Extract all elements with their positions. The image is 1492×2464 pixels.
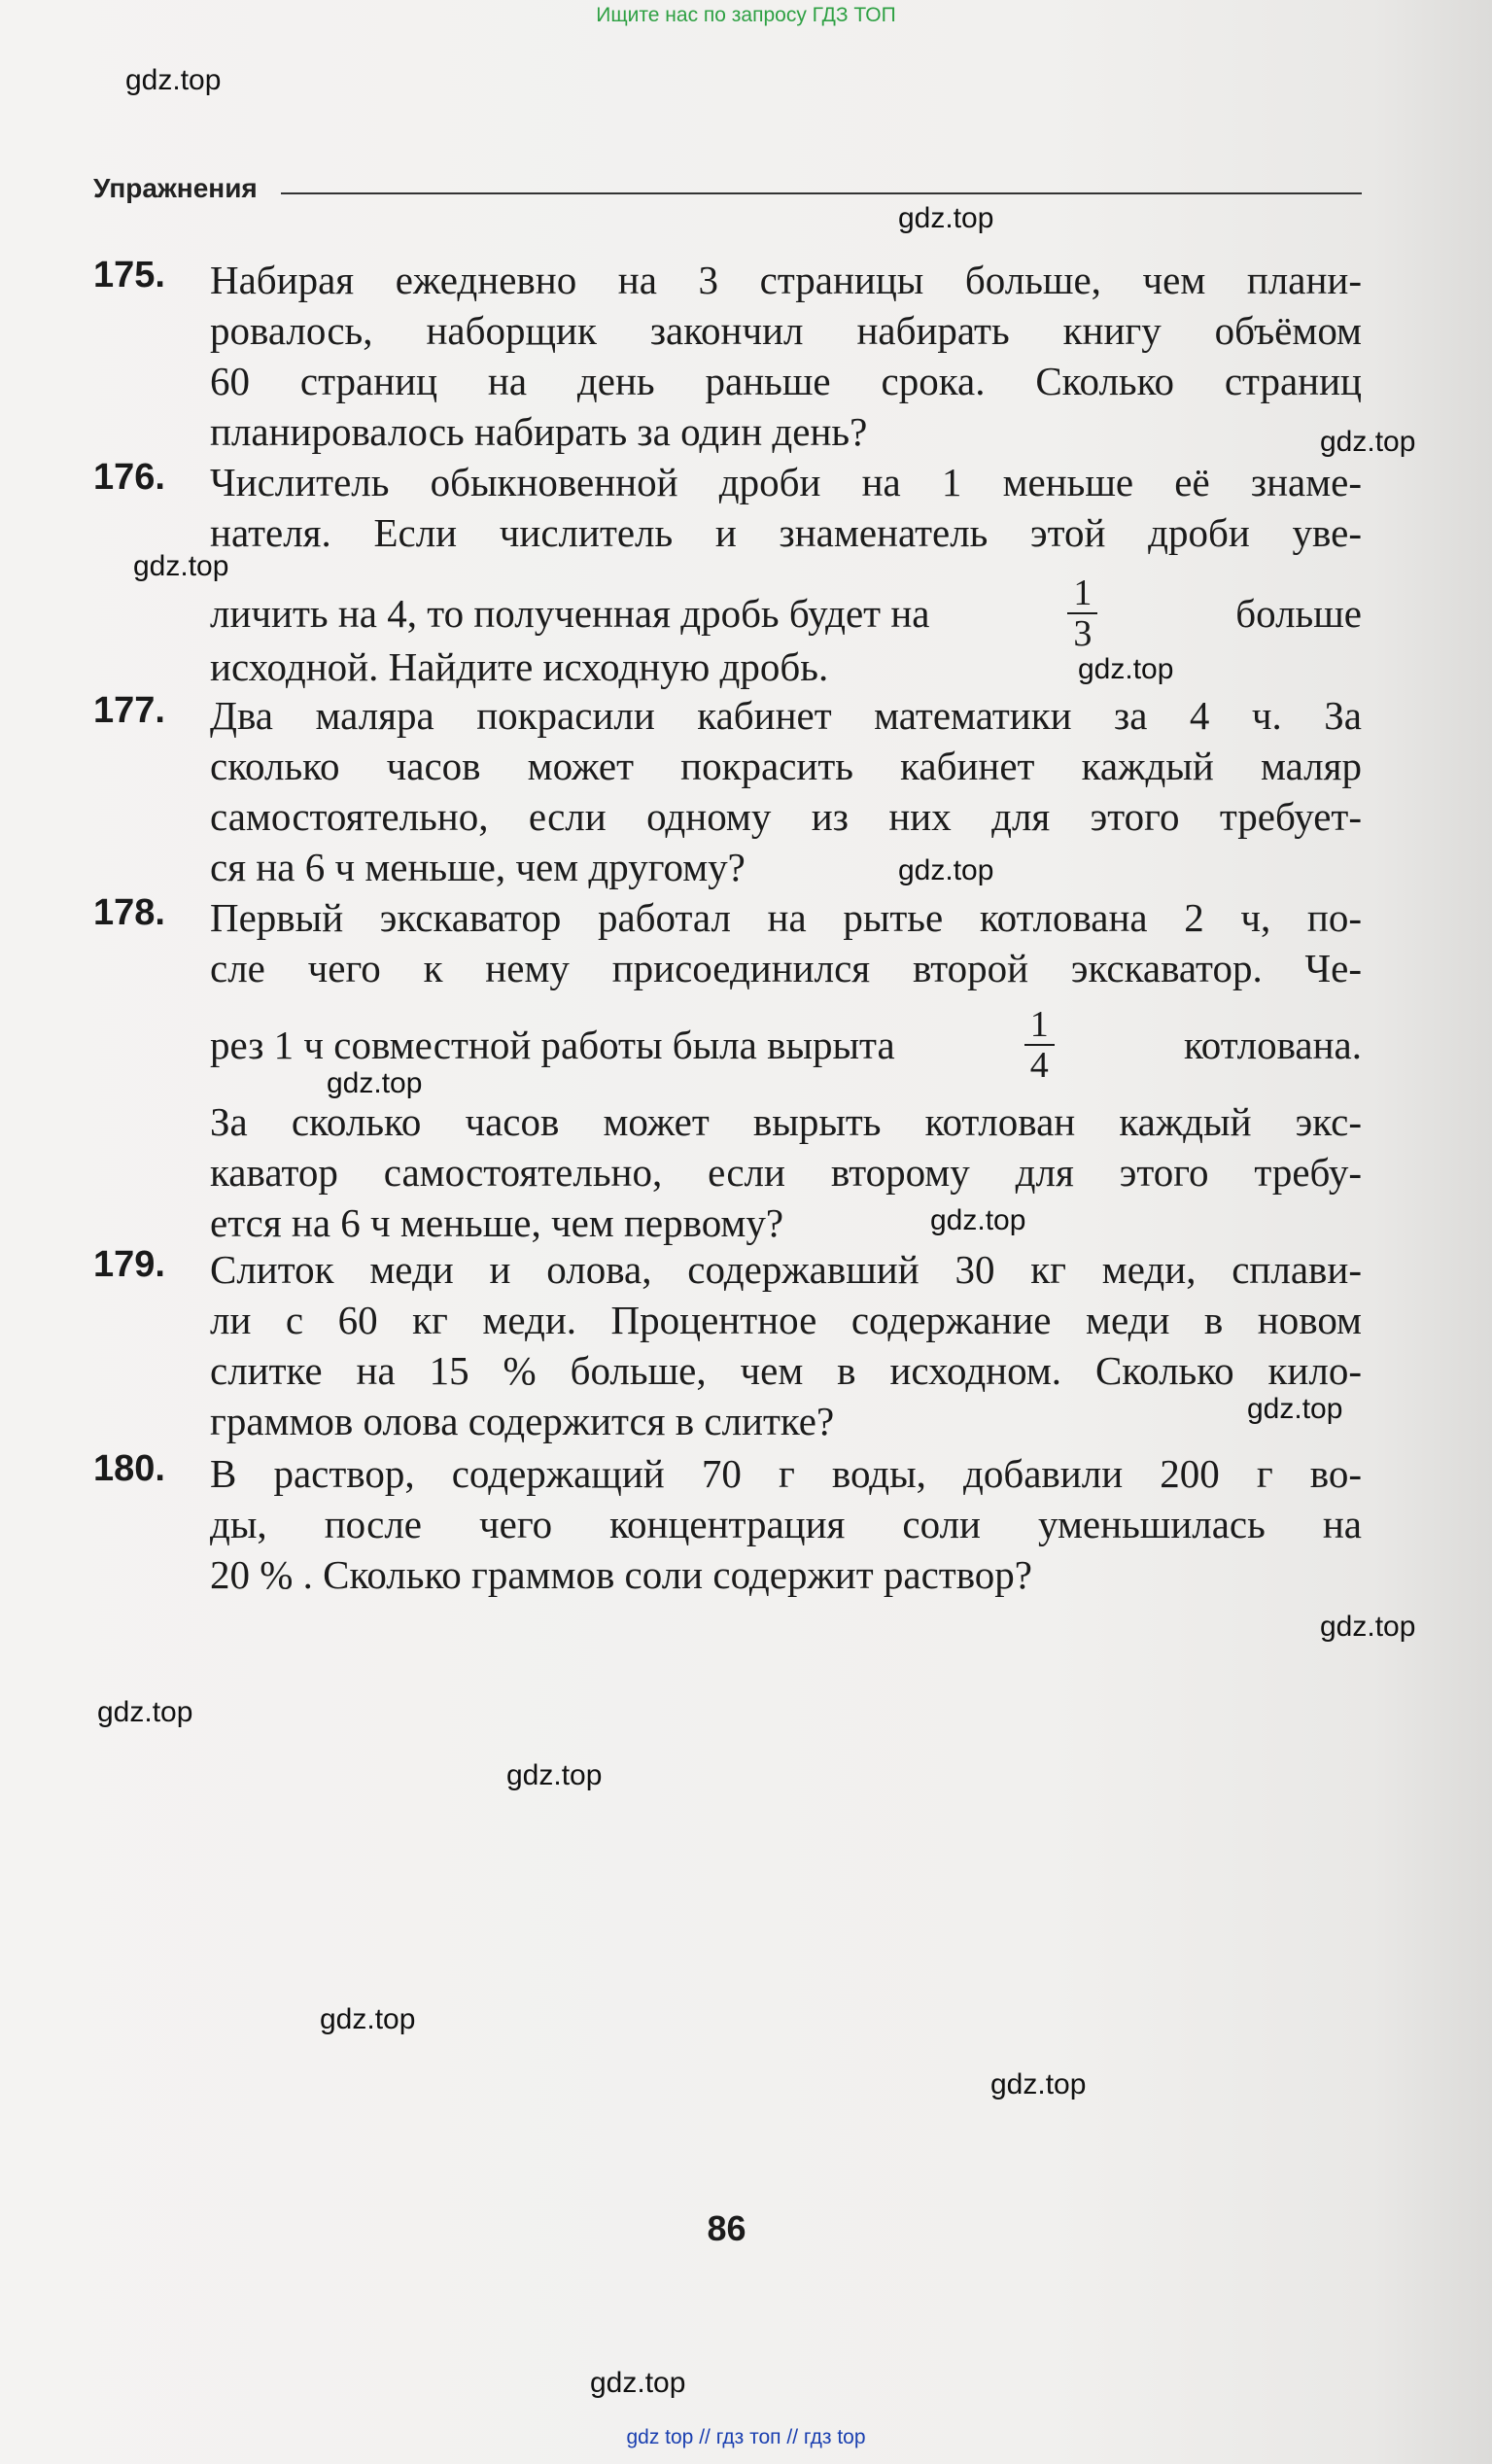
exercise-text-line: 60 страниц на день раньше срока. Сколько страниц (210, 359, 1362, 403)
exercise-text-line: ды, после чего концентрация соли уменьшилась на (210, 1502, 1362, 1546)
exercise-text-line: 20 % . Сколько граммов соли содержит раствор? (210, 1552, 1032, 1597)
watermark: gdz.top (133, 550, 229, 582)
bottom-banner-links[interactable]: gdz top // гдз топ // гдз top (626, 2426, 866, 2448)
exercise-text: личить на 4, то полученная дробь будет на (210, 591, 930, 636)
exercise-text-line: В раствор, содержащий 70 г воды, добавили 200 г во- (210, 1451, 1362, 1496)
section-title: Упражнения (93, 173, 258, 203)
exercise-text-line: нателя. Если числитель и знаменатель этой дроби уве- (210, 510, 1362, 555)
watermark: gdz.top (590, 2367, 686, 2399)
section-header (93, 169, 1362, 208)
exercise-text-line: Слиток меди и олова, содержавший 30 кг меди, сплави- (210, 1247, 1362, 1292)
exercise-number: 175. (93, 255, 165, 295)
exercise-text-line: За сколько часов может вырыть котлован каждый экс- (210, 1099, 1362, 1144)
exercise-text-line: слитке на 15 % больше, чем в исходном. Сколько кило- (210, 1348, 1362, 1393)
exercise-text-line: Числитель обыкновенной дроби на 1 меньше её знаме- (210, 460, 1362, 504)
exercise-text: котлована. (1183, 1023, 1362, 1067)
exercise-text-line: сколько часов может покрасить кабинет каждый маляр (210, 744, 1362, 788)
exercise-number: 177. (93, 690, 165, 731)
watermark: gdz.top (125, 64, 222, 96)
watermark: gdz.top (320, 2003, 416, 2035)
page-number: 86 (707, 2208, 746, 2248)
watermark: gdz.top (1320, 426, 1416, 458)
top-banner-link[interactable]: Ищите нас по запросу ГДЗ ТОП (596, 4, 896, 26)
watermark: gdz.top (898, 202, 994, 234)
fraction-denominator: 3 (1073, 613, 1093, 654)
exercise-text-line: граммов олова содержится в слитке? (210, 1399, 835, 1443)
exercise-text-line: каватор самостоятельно, если второму для этого требу- (210, 1150, 1362, 1195)
exercise-text-line: сле чего к нему присоединился второй экскаватор. Че- (210, 946, 1362, 990)
watermark: gdz.top (1247, 1393, 1343, 1425)
exercise-text-line: исходной. Найдите исходную дробь. (210, 644, 829, 689)
exercise-number: 178. (93, 892, 165, 933)
exercise-text-line: Первый экскаватор работал на рытье котлована 2 ч, по- (210, 895, 1362, 940)
fraction (1024, 1005, 1055, 1085)
exercise-text-line: ся на 6 ч меньше, чем другому? (210, 845, 746, 889)
watermark: gdz.top (97, 1696, 193, 1728)
watermark: gdz.top (506, 1759, 603, 1791)
exercise-text: рез 1 ч совместной работы была вырыта (210, 1023, 895, 1067)
fraction-numerator: 1 (1024, 1005, 1055, 1046)
exercise-text: больше (1235, 591, 1362, 636)
watermark: gdz.top (1078, 653, 1174, 685)
exercise-line-with-fraction (210, 1003, 1362, 1087)
watermark: gdz.top (898, 854, 994, 886)
watermark: gdz.top (327, 1067, 423, 1099)
exercise-text-line: ли с 60 кг меди. Процентное содержание меди в новом (210, 1298, 1362, 1342)
exercise-text-line: самостоятельно, если одному из них для этого требует- (210, 794, 1362, 839)
exercise-text-line: Набирая ежедневно на 3 страницы больше, чем плани- (210, 258, 1362, 302)
watermark: gdz.top (1320, 1611, 1416, 1643)
watermark: gdz.top (930, 1204, 1026, 1236)
exercise-number: 180. (93, 1448, 165, 1489)
exercise-number: 176. (93, 457, 165, 498)
fraction-denominator: 4 (1029, 1045, 1049, 1086)
exercise-text-line: Два маляра покрасили кабинет математики за 4 ч. За (210, 693, 1362, 738)
watermark: gdz.top (990, 2068, 1087, 2100)
exercise-text-line: ется на 6 ч меньше, чем первому? (210, 1200, 784, 1245)
exercise-number: 179. (93, 1244, 165, 1285)
exercise-text-line: ровалось, наборщик закончил набирать книгу объёмом (210, 308, 1362, 353)
fraction-numerator: 1 (1067, 573, 1097, 614)
section-rule (281, 192, 1362, 194)
exercise-text-line: планировалось набирать за один день? (210, 409, 868, 454)
